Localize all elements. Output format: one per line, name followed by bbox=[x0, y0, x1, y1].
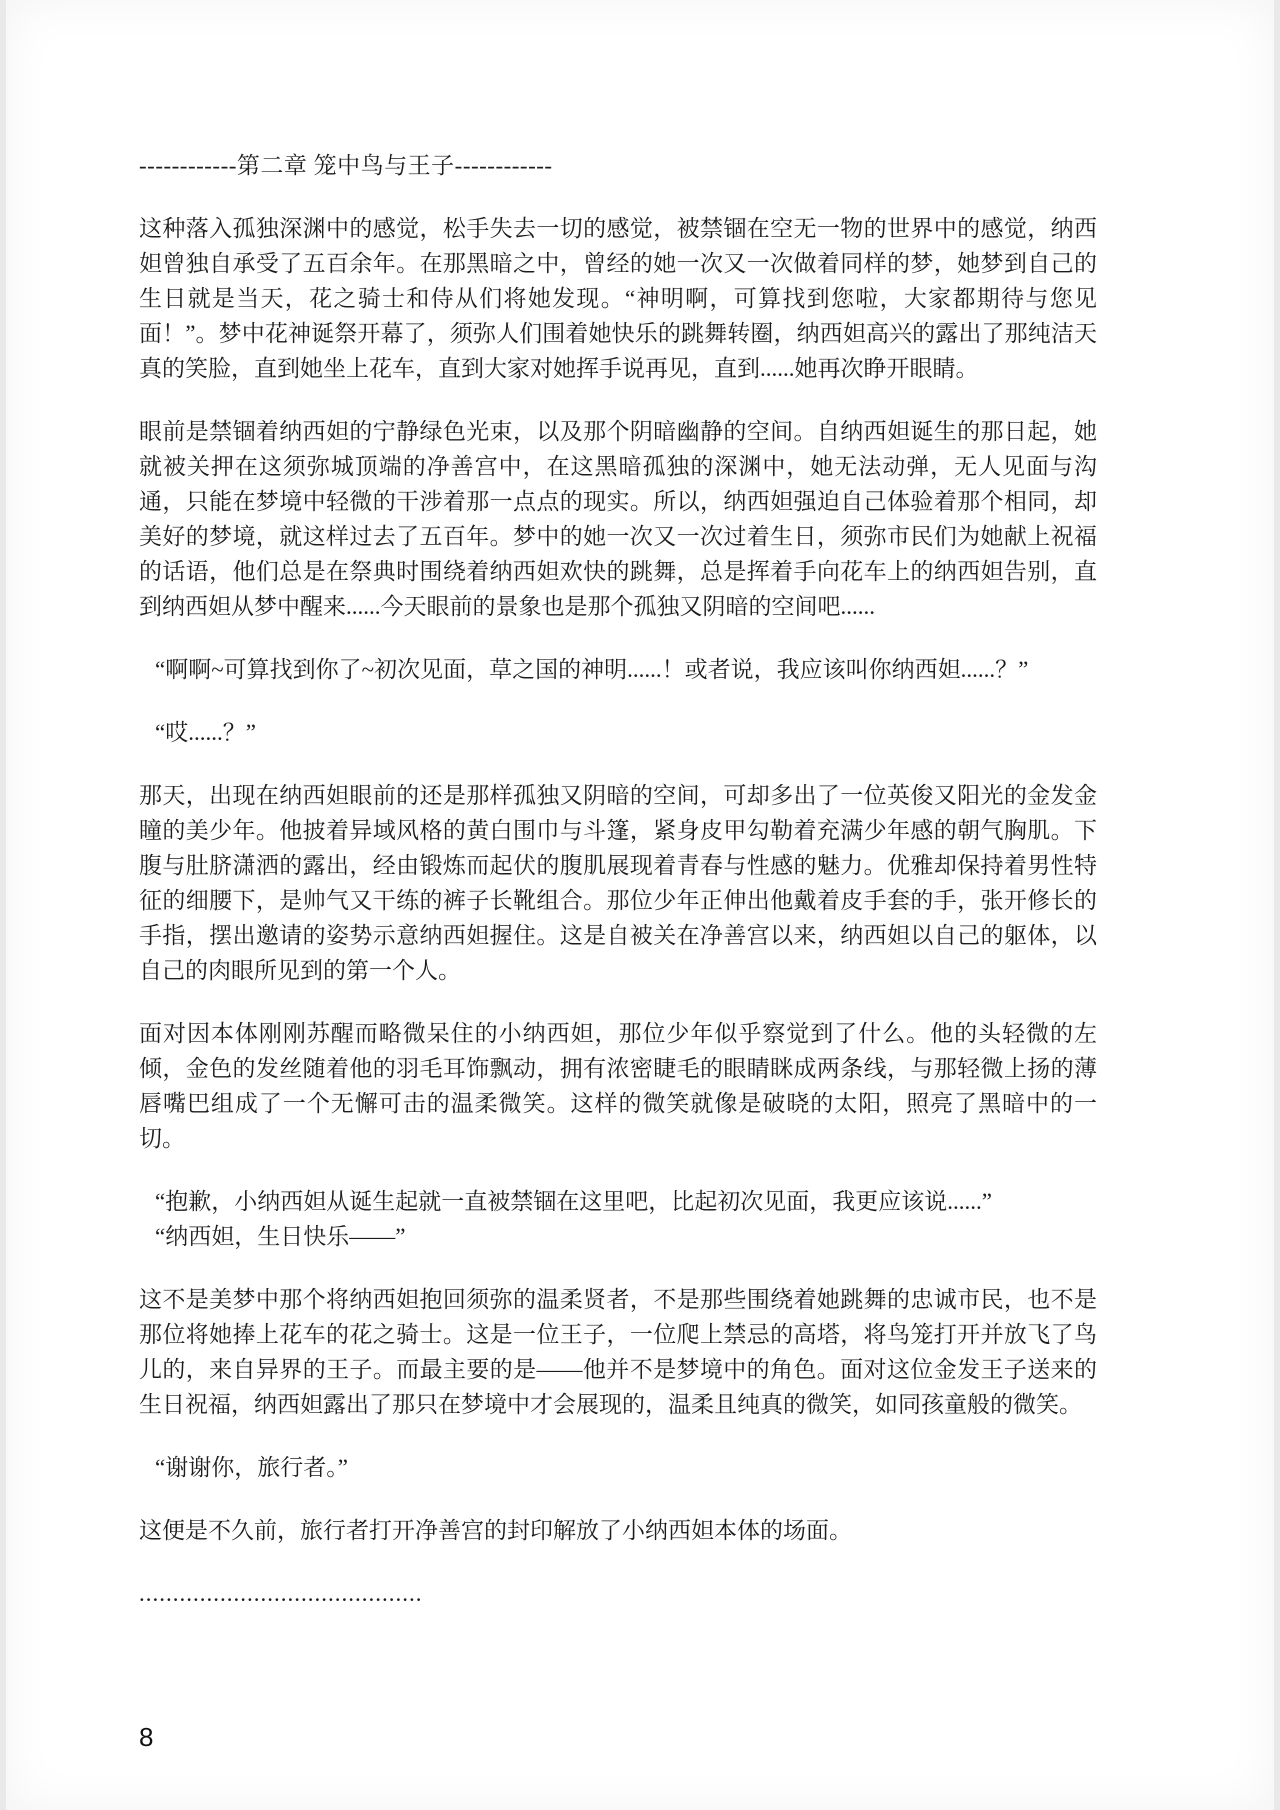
dialogue-birthday: “纳西妲，生日快乐——” bbox=[155, 1224, 406, 1249]
dialogue-eh: “哎......？” bbox=[155, 720, 256, 745]
chapter-heading: ------------第二章 笼中鸟与王子------------ bbox=[139, 153, 553, 178]
dotted-divider: .......................................... bbox=[139, 1581, 423, 1606]
page-content bbox=[139, 148, 1097, 1639]
dialogue-greeting: “啊啊~可算找到你了~初次见面，草之国的神明......！或者说，我应该叫你纳西妲......？” bbox=[155, 657, 1029, 682]
page-number: 8 bbox=[139, 1722, 154, 1752]
document-page bbox=[6, 0, 1274, 1810]
paragraph-sanctuary: 眼前是禁锢着纳西妲的宁静绿色光束，以及那个阴暗幽静的空间。自纳西妲诞生的那日起，她就被关押在这须弥城顶端的净善宫中，在这黑暗孤独的深渊中，她无法动弹，无人见面与沟通，只能在梦境中轻微的干涉着那一点点的现实。所以，纳西妲强迫自己体验着那个相同，却美好的梦境，就这样过去了五百年。梦中的她一次又一次过着生日，须弥市民们为她献上祝福的话语，他们总是在祭典时围绕着纳西妲欢快的跳舞，总是挥着手向花车上的纳西妲告别，直到纳西妲从梦中醒来......今天眼前的景象也是那个孤独又阴暗的空间吧...... bbox=[139, 419, 1097, 619]
dialogue-apology: “抱歉，小纳西妲从诞生起就一直被禁锢在这里吧，比起初次见面，我更应该说......” bbox=[155, 1189, 992, 1214]
paragraph-intro-dream: 这种落入孤独深渊中的感觉，松手失去一切的感觉，被禁锢在空无一物的世界中的感觉，纳西妲曾独自承受了五百余年。在那黑暗之中，曾经的她一次又一次做着同样的梦，她梦到自己的生日就是当天，花之骑士和侍从们将她发现。“神明啊，可算找到您啦，大家都期待与您见面！”。梦中花神诞祭开幕了，须弥人们围着她快乐的跳舞转圈，纳西妲高兴的露出了那纯洁天真的笑脸，直到她坐上花车，直到大家对她挥手说再见，直到......她再次睁开眼睛。 bbox=[139, 216, 1097, 381]
paragraph-boy-description: 那天，出现在纳西妲眼前的还是那样孤独又阴暗的空间，可却多出了一位英俊又阳光的金发金瞳的美少年。他披着异域风格的黄白围巾与斗篷，紧身皮甲勾勒着充满少年感的朝气胸肌。下腹与肚脐潇洒的露出，经由锻炼而起伏的腹肌展现着青春与性感的魅力。优雅却保持着男性特征的细腰下，是帅气又干练的裤子长靴组合。那位少年正伸出他戴着皮手套的手，张开修长的手指，摆出邀请的姿势示意纳西妲握住。这是自被关在净善宫以来，纳西妲以自己的躯体，以自己的肉眼所见到的第一个人。 bbox=[139, 783, 1097, 983]
paragraph-prince: 这不是美梦中那个将纳西妲抱回须弥的温柔贤者，不是那些围绕着她跳舞的忠诚市民，也不是那位将她捧上花车的花之骑士。这是一位王子，一位爬上禁忌的高塔，将鸟笼打开并放飞了鸟儿的，来自异界的王子。而最主要的是——他并不是梦境中的角色。面对这位金发王子送来的生日祝福，纳西妲露出了那只在梦境中才会展现的，温柔且纯真的微笑，如同孩童般的微笑。 bbox=[139, 1287, 1097, 1417]
paragraph-scene-note: 这便是不久前，旅行者打开净善宫的封印解放了小纳西妲本体的场面。 bbox=[139, 1518, 852, 1543]
dialogue-thanks: “谢谢你，旅行者。” bbox=[155, 1455, 348, 1480]
paragraph-smile: 面对因本体刚刚苏醒而略微呆住的小纳西妲，那位少年似乎察觉到了什么。他的头轻微的左倾，金色的发丝随着他的羽毛耳饰飘动，拥有浓密睫毛的眼睛眯成两条线，与那轻微上扬的薄唇嘴巴组成了一个无懈可击的温柔微笑。这样的微笑就像是破晓的太阳，照亮了黑暗中的一切。 bbox=[139, 1021, 1097, 1151]
